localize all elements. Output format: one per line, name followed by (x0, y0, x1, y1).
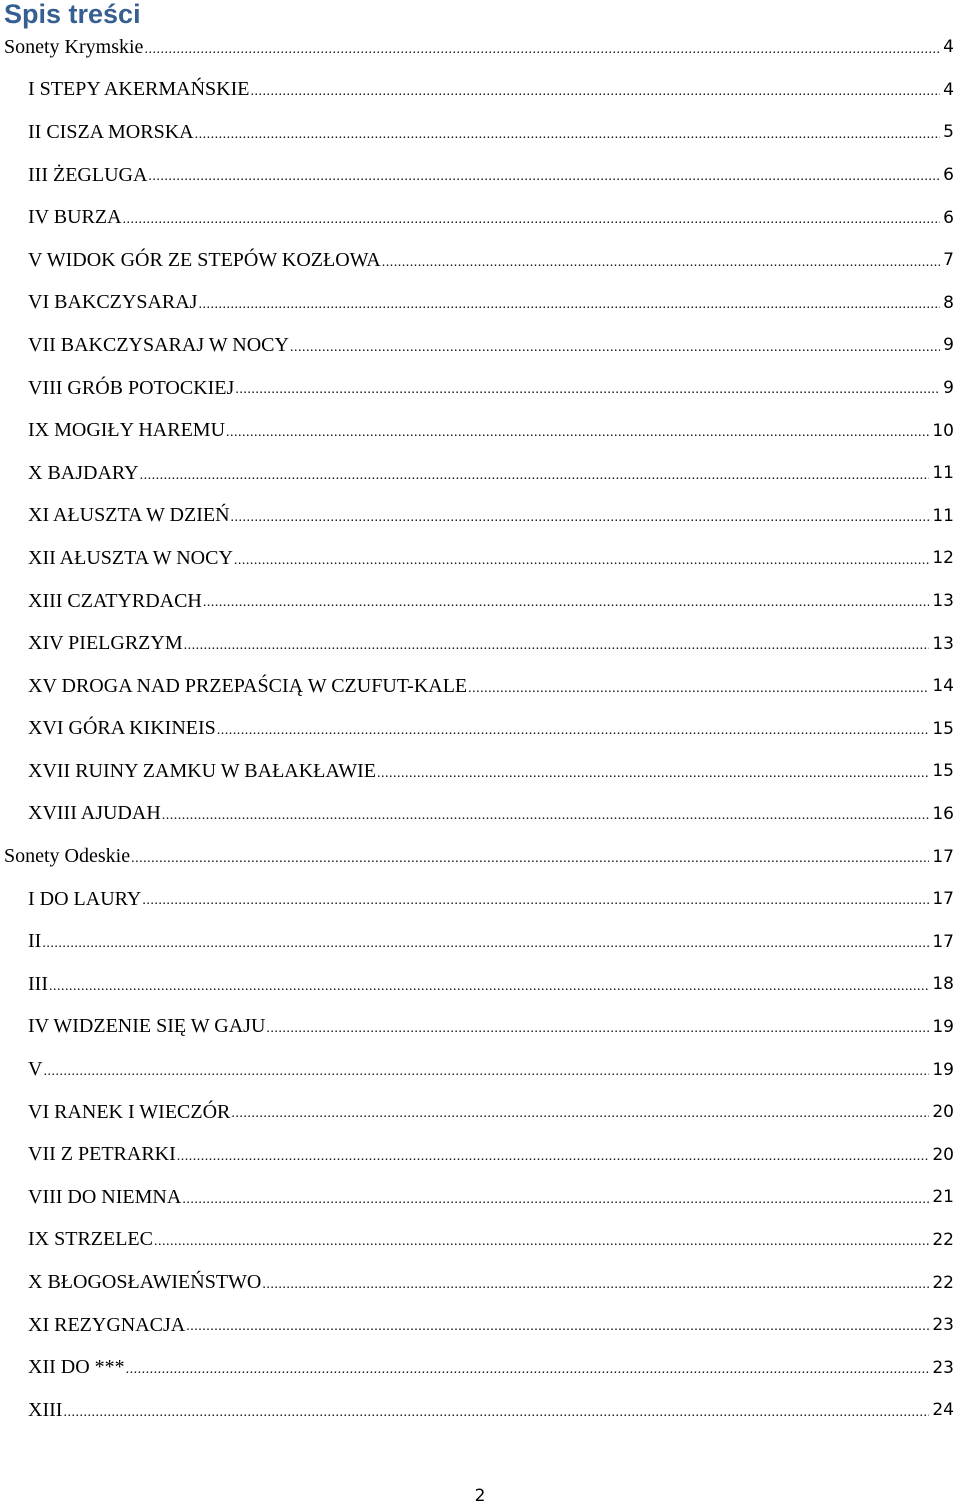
toc-dot-leader (235, 380, 940, 409)
toc-title: Spis treści (4, 0, 141, 29)
toc-dot-leader (234, 551, 929, 580)
toc-dot-leader (123, 210, 941, 239)
toc-section-entry[interactable] (0, 26, 960, 69)
toc-entry-label[interactable]: XVIII AJUDAH (28, 802, 161, 825)
toc-entry-page[interactable]: 15 (932, 761, 954, 782)
toc-entry-page[interactable]: 9 (943, 335, 954, 356)
toc-entry-page[interactable]: 4 (943, 79, 954, 100)
toc-entry-label[interactable]: X BŁOGOSŁAWIEŃSTWO (28, 1271, 262, 1294)
toc-entry[interactable] (0, 878, 960, 921)
toc-entry-label[interactable]: II (28, 930, 42, 953)
toc-dot-leader (131, 849, 929, 878)
toc-entry-page[interactable]: 19 (932, 1059, 954, 1080)
toc-entry-page[interactable]: 22 (932, 1272, 954, 1293)
toc-dot-leader (142, 891, 929, 920)
toc-entry[interactable] (0, 708, 960, 751)
toc-entry-label[interactable]: IX MOGIŁY HAREMU (28, 419, 226, 442)
toc-entry[interactable] (0, 196, 960, 239)
toc-entry-label[interactable]: XV DROGA NAD PRZEPAŚCIĄ W CZUFUT-KALE (28, 674, 468, 697)
toc-entry-label[interactable]: VII BAKCZYSARAJ W NOCY (28, 333, 289, 356)
page-number: 2 (474, 1486, 486, 1506)
toc-entry-page[interactable]: 15 (932, 718, 954, 739)
toc-entry-page[interactable]: 22 (932, 1229, 954, 1250)
toc-dot-leader (186, 1317, 929, 1346)
toc-dot-leader (468, 679, 929, 708)
toc-entry-label[interactable]: II CISZA MORSKA (28, 120, 194, 143)
toc-entry-page[interactable]: 14 (932, 676, 954, 697)
toc-entry-page[interactable]: 19 (932, 1016, 954, 1037)
toc-dot-leader (154, 1232, 929, 1261)
toc-entry-label[interactable]: VI RANEK I WIECZÓR (28, 1100, 231, 1123)
toc-entry-page[interactable]: 20 (932, 1102, 954, 1123)
toc-dot-leader (43, 1062, 929, 1091)
toc-entry-page[interactable]: 16 (932, 803, 954, 824)
toc-entry-label[interactable]: IV BURZA (28, 206, 122, 229)
toc-dot-leader (49, 977, 929, 1006)
toc-entry-page[interactable]: 13 (932, 591, 954, 612)
toc-entry-page[interactable]: 20 (932, 1144, 954, 1165)
toc-dot-leader (251, 82, 941, 111)
toc-entry[interactable] (0, 1389, 960, 1432)
toc-entry-label[interactable]: XI AŁUSZTA W DZIEŃ (28, 504, 230, 527)
toc-entry-label[interactable]: V WIDOK GÓR ZE STEPÓW KOZŁOWA (28, 248, 381, 271)
toc-dot-leader (203, 593, 929, 622)
toc-entry-page[interactable]: 10 (932, 420, 954, 441)
toc-dot-leader (182, 1190, 929, 1219)
toc-entry-page[interactable]: 11 (932, 505, 954, 526)
toc-entry-label[interactable]: XII DO *** (28, 1356, 125, 1379)
toc-entry-page[interactable]: 17 (932, 846, 954, 867)
toc-entry[interactable] (0, 750, 960, 793)
toc-entry-label[interactable]: I STEPY AKERMAŃSKIE (28, 78, 250, 101)
toc-entry[interactable] (0, 1176, 960, 1219)
toc-entry[interactable] (0, 452, 960, 495)
toc-dot-leader (63, 1403, 929, 1432)
toc-entry-label[interactable]: XI REZYGNACJA (28, 1313, 186, 1336)
toc-entry[interactable] (0, 1304, 960, 1347)
toc-dot-leader (148, 167, 940, 196)
toc-dot-leader (177, 1147, 930, 1176)
toc-entry[interactable] (0, 154, 960, 197)
toc-entry-page[interactable]: 6 (943, 207, 954, 228)
toc-section-entry[interactable] (0, 835, 960, 878)
toc-entry[interactable] (0, 1261, 960, 1304)
toc-entry[interactable] (0, 622, 960, 665)
toc-entry[interactable] (0, 793, 960, 836)
toc-entry[interactable] (0, 69, 960, 112)
toc-dot-leader (144, 40, 940, 69)
toc-dot-leader (290, 338, 940, 367)
toc-entry-label[interactable]: X BAJDARY (28, 461, 139, 484)
toc-entry-label[interactable]: VI BAKCZYSARAJ (28, 291, 198, 314)
toc-entry-page[interactable]: 9 (943, 378, 954, 399)
toc-entry-label[interactable]: VIII DO NIEMNA (28, 1185, 182, 1208)
toc-entry-label[interactable]: Sonety Odeskie (4, 845, 131, 868)
toc-entry-label[interactable]: XVII RUINY ZAMKU W BAŁAKŁAWIE (28, 759, 376, 782)
toc-entry[interactable] (0, 1219, 960, 1262)
toc-entry[interactable] (0, 409, 960, 452)
toc-dot-leader (195, 125, 941, 154)
toc-dot-leader (126, 1360, 930, 1389)
toc-dot-leader (266, 1019, 929, 1048)
toc-dot-leader (217, 721, 930, 750)
toc-entry-label[interactable]: III ŻEGLUGA (28, 163, 148, 186)
toc-entry-page[interactable]: 13 (932, 633, 954, 654)
toc-entry-page[interactable]: 24 (932, 1400, 954, 1421)
toc-entry-label[interactable]: V (28, 1058, 43, 1081)
toc-entry[interactable] (0, 665, 960, 708)
toc-entry-page[interactable]: 23 (932, 1357, 954, 1378)
toc-entry[interactable] (0, 367, 960, 410)
toc-entry[interactable] (0, 537, 960, 580)
toc-entry[interactable] (0, 282, 960, 325)
toc-dot-leader (162, 806, 930, 835)
toc-entry[interactable] (0, 1091, 960, 1134)
toc-entry-label[interactable]: XII AŁUSZTA W NOCY (28, 546, 233, 569)
toc-entry-label[interactable]: I DO LAURY (28, 887, 142, 910)
toc-entry-page[interactable]: 12 (932, 548, 954, 569)
toc-entry-label[interactable]: XIII CZATYRDACH (28, 589, 202, 612)
toc-entry-page[interactable]: 4 (943, 37, 954, 58)
toc-dot-leader (377, 764, 929, 793)
toc-dot-leader (226, 423, 929, 452)
toc-entry[interactable] (0, 920, 960, 963)
toc-entry[interactable] (0, 963, 960, 1006)
toc-entry-page[interactable]: 23 (932, 1315, 954, 1336)
toc-dot-leader (42, 934, 929, 963)
toc-entry[interactable] (0, 111, 960, 154)
toc-entry[interactable] (0, 1006, 960, 1049)
toc-entry[interactable] (0, 324, 960, 367)
toc-entry-label[interactable]: IX STRZELEC (28, 1228, 153, 1251)
toc-entry-label[interactable]: XIV PIELGRZYM (28, 632, 183, 655)
toc-entry[interactable] (0, 1346, 960, 1389)
toc-entry-label[interactable]: XIII (28, 1398, 63, 1421)
toc-dot-leader (140, 466, 930, 495)
toc-entry-page[interactable]: 6 (943, 165, 954, 186)
toc-entry[interactable] (0, 495, 960, 538)
toc-entry-label[interactable]: III (28, 972, 48, 995)
toc-entry-label[interactable]: IV WIDZENIE SIĘ W GAJU (28, 1015, 266, 1038)
toc-dot-leader (231, 1104, 929, 1133)
toc-entry-label[interactable]: Sonety Krymskie (4, 35, 144, 58)
toc-entry-page[interactable]: 21 (932, 1187, 954, 1208)
toc-entry-label[interactable]: VIII GRÓB POTOCKIEJ (28, 376, 235, 399)
toc-entry[interactable] (0, 580, 960, 623)
toc-entry-page[interactable]: 11 (932, 463, 954, 484)
toc-entry-page[interactable]: 5 (943, 122, 954, 143)
toc-dot-leader (231, 508, 930, 537)
toc-entry-page[interactable]: 7 (943, 250, 954, 271)
toc-dot-leader (262, 1275, 929, 1304)
toc-entry-page[interactable]: 18 (932, 974, 954, 995)
toc-dot-leader (198, 295, 940, 324)
toc-dot-leader (184, 636, 930, 665)
toc-entry-page[interactable]: 17 (932, 931, 954, 952)
toc-entry[interactable] (0, 1048, 960, 1091)
toc-entry-label[interactable]: VII Z PETRARKI (28, 1143, 176, 1166)
toc-entry-page[interactable]: 17 (932, 889, 954, 910)
toc-list (0, 26, 960, 1432)
toc-dot-leader (382, 253, 940, 282)
toc-entry-page[interactable]: 8 (943, 292, 954, 313)
toc-entry-label[interactable]: XVI GÓRA KIKINEIS (28, 717, 216, 740)
toc-entry[interactable] (0, 239, 960, 282)
toc-entry[interactable] (0, 1133, 960, 1176)
